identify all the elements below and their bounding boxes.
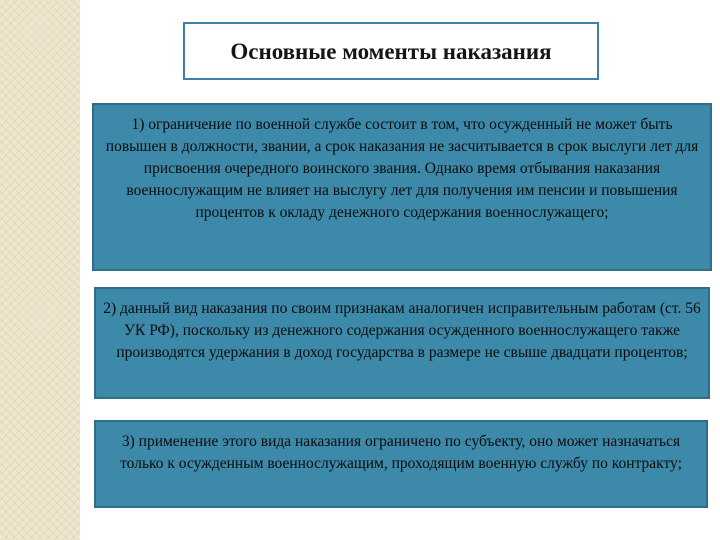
title-box [183,22,599,80]
point-text-2: 2) данный вид наказания по своим признакам аналогичен исправительным работам (ст. 56 УК РФ), поскольку из денежного содержания осужденного военнослужащего также производятся удержания в доход государства в размере не свыше двадцати процентов; [103,300,701,361]
point-text-1: 1) ограничение по военной службе состоит в том, что осужденный не может быть повышен в должности, звании, а срок наказания не засчитывается в срок выслуги лет для присвоения очередного воинского звания. Однако время отбывания наказания военнослужащим не влияет на выслугу лет для получения им пенсии и повышения процентов к окладу денежного содержания военнослужащего; [105,116,699,221]
point-box-3 [94,420,708,508]
decorative-side-strip [0,0,80,540]
point-box-1 [92,103,712,271]
point-text-3: 3) применение этого вида наказания ограничено по субъекту, оно может назначаться только к осужденным военнослужащим, проходящим военную службу по контракту; [120,433,682,472]
slide-title: Основные моменты наказания [230,38,552,64]
point-box-2 [94,287,710,399]
